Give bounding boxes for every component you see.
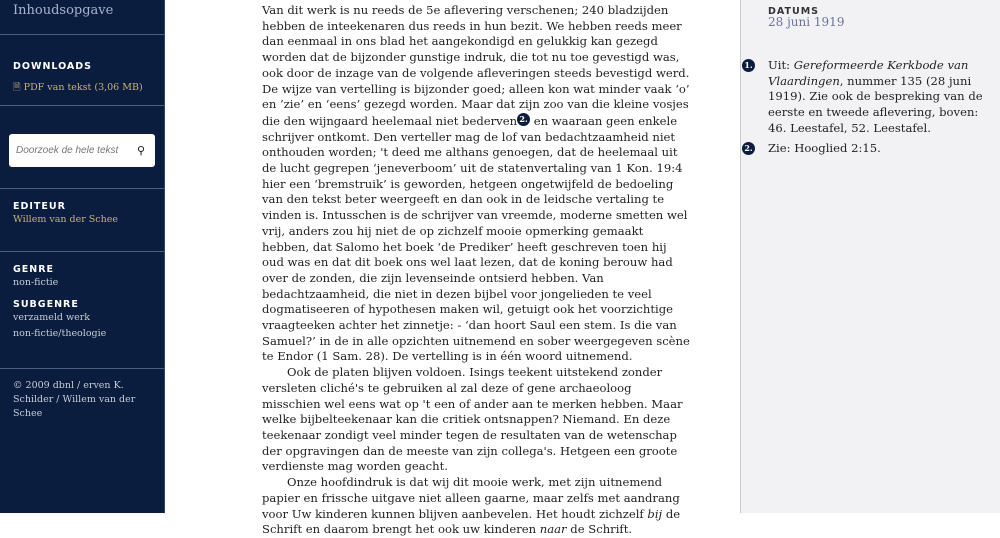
file-icon: 🗎 [13,82,21,93]
subgenre-value: non-fictie/theologie [13,328,107,339]
downloads-heading: DOWNLOADS [13,61,93,72]
search-box [9,134,155,167]
main-content [166,0,740,537]
text-span: de Schrift. [566,522,633,537]
footnote-1 [744,58,993,137]
subgenre-value: verzameld werk [13,312,91,323]
genre-section [0,252,164,369]
pdf-download-link[interactable] [13,80,151,96]
note-text: Zie: Hooglied 2:15. [768,141,881,155]
editor-heading: EDITEUR [13,201,66,212]
note-text: , nummer 135 (28 juni 1919). Zie ook de bespreking van de eerste en tweede aflevering, boven: 46. Leestafel, 52. Leestafel. [768,73,983,135]
text-span: Van dit werk is nu reeds de 5e aflevering verschenen; 240 bladzijden hebben de inteekenaren dus reeds in hun bezit. We hebben reeds meer dan eenmaal in ons blad het aangekondigd en gelukkig kan gezegd worden dat de bijzonder gunstige indruk, die tot nu toe gevestigd was, ook door de inzage van de volgende afleveringen steeds bevestigd werd. De wijze van vertelling is bijzonder goed; alleen kon wat minder vaak ‘o’ en ‘zie’ en ‘eens’ gezegd worden. Maar dat zijn zoo van die kleine vosjes die den wijngaard heelemaal niet bederven [262,3,690,128]
text-span: en waaraan geen enkele schrijver ontkomt. Den verteller mag de lof van bedachtzaamheid niet onthouden worden; 't deed me althans genoegen, dat de heelemaal uit de lucht gegrepen ‘jeneverboom’ uit de statenvertaling van 1 Kon. 19:4 hier een ‘bremstruik’ is geworden, hetgeen ongetwijfeld de bedoeling van den tekst beter weergeeft en dan ook in de leidsche vertaling te vinden is. Intusschen is de schrijver van vreemde, moderne smetten wel vrij, anders zou hij niet de op zichzelf mooie opmerking gemaakt hebben, dat Salomo het boek ‘de Prediker’ heeft geschreven toen hij oud was en dat dit boek ons wel laat lezen, dat de koning berouw had over de zonden, die zijn levenseinde ontsierd hebben. Van bedachtzaamheid, die niet in dezen bijbel voor jongelieden te veel dogmatiseeren of hypothesen maken wil, getuigt ook het voorzichtige vraagteeken achter het zinnetje: - ‘dan hoort Saul een stem. Is die van Samuel?’ in de in alle opzichten uitnemend en sober weergegeven scène te Endor (1 Sam. 28). De vertelling is in één woord uitnemend. [262,113,690,364]
search-input[interactable] [16,145,126,156]
downloads-section [0,35,164,106]
dates-heading: DATUMS [768,6,819,17]
italic-text: bij [647,506,663,521]
note-italic: Gereformeerde Kerkbode van Vlaardingen [768,58,969,88]
paragraph [262,3,690,365]
editor-section [0,189,164,252]
editor-link[interactable]: Willem van der Schee [13,214,118,225]
text-span: Onze hoofdindruk is dat wij dit mooie werk, met zijn uitnemend papier en frissche uitgave niet alleen gaarne, maar zelfs met aandrang voor Uw kinderen kunnen blijven aanbevelen. Het houdt zichzelf [262,475,680,521]
italic-text: naar [539,522,567,537]
copyright: © 2009 dbnl / erven K. Schilder / Willem van der Schee [13,380,136,419]
footnote-marker[interactable]: 2. [517,113,530,126]
search-section [0,106,164,189]
date-value: 28 juni 1919 [768,15,845,29]
genre-heading: GENRE [13,264,55,275]
footnote-number[interactable]: 1. [742,59,755,72]
paragraph: Ook de platen blijven voldoen. Isings teekent uitstekend zonder versleten cliché's te gebruiken al zal deze of gene archaeoloog misschien wel eens wat op 't een of ander aan te merken hebben. Maar welke bijbelteekenaar kan die critiek ontsnappen? Niemand. En deze teekenaar zondigt veel minder tegen de resultaten van de wetenschap der opgravingen dan de meeste van zijn collega's. Hetgeen een groote verdienste mag worden geacht. [262,365,683,474]
notes-panel [740,0,1000,513]
footnote-2 [744,141,993,157]
sidebar [0,0,165,513]
note-text: Uit: [768,58,794,72]
footnote-number[interactable]: 2. [742,142,755,155]
pdf-link-label: PDF van tekst (3,06 MB) [23,82,143,93]
article-text [262,3,690,538]
toc-link[interactable]: Inhoudsopgave [0,0,164,35]
genre-value: non-fictie [13,277,59,288]
paragraph [262,475,690,538]
text-span: de Schrift en daarom brengt het ook uw kinderen [262,506,681,537]
search-icon[interactable]: ⚲ [136,144,145,157]
subgenre-heading: SUBGENRE [13,299,79,310]
